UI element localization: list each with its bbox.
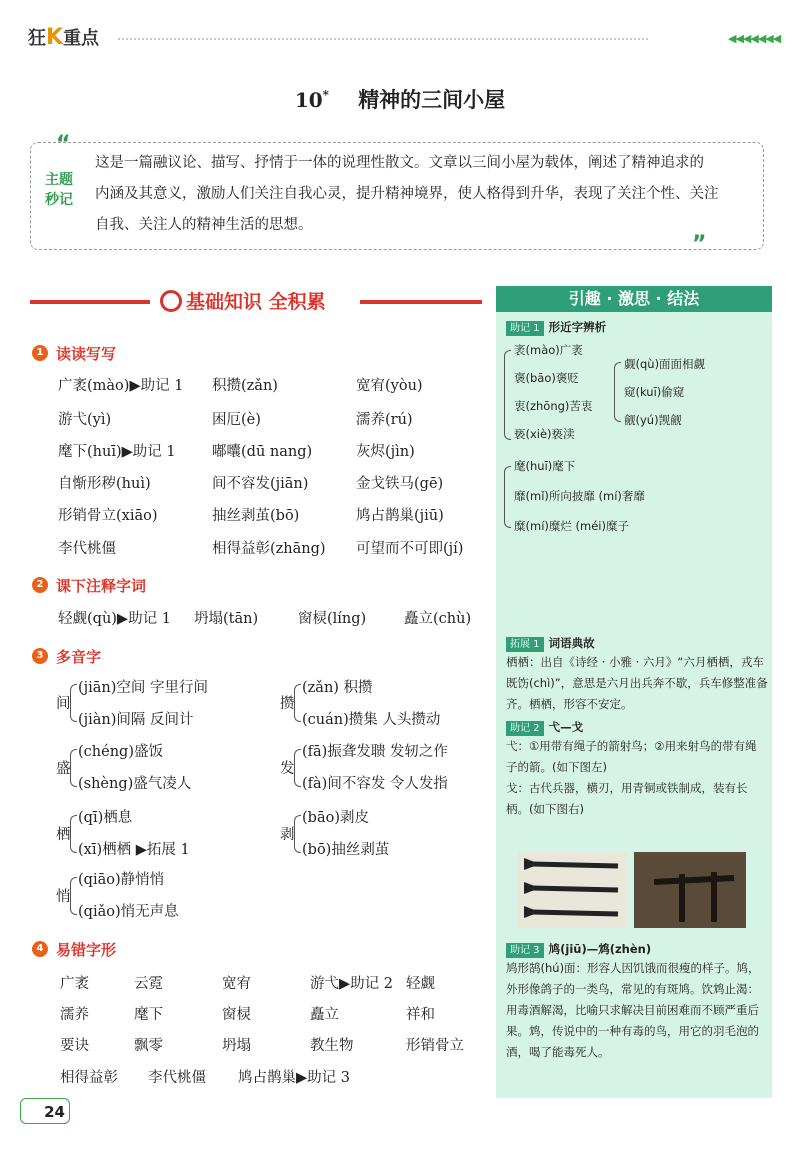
word-cell: 间不容发(jiān)	[212, 476, 309, 492]
word-cell: 抽丝剥茧(bō)	[212, 508, 300, 524]
word-cell: 教生物	[310, 1038, 354, 1054]
arrow-weapon-image	[518, 852, 628, 928]
dagger-axe-image	[634, 852, 746, 928]
sub1-badge: 1	[32, 345, 48, 361]
poly-reading: (jiān)空间 字里行间	[78, 680, 209, 696]
word-cell: 相得益彰	[60, 1070, 118, 1086]
note1-heading: 助记 1 形近字辨析	[506, 316, 606, 338]
word-cell: 轻觑(qù)▶助记 1	[58, 611, 171, 627]
poly-reading: (chéng)盛饭	[78, 744, 163, 760]
brace	[294, 749, 301, 787]
word-cell: 宽宥(yòu)	[356, 378, 423, 394]
poly-reading: (qī)栖息	[78, 810, 133, 826]
theme-text: 这是一篇融议论、描写、抒情于一体的说理性散文。文章以三间小屋为载体，阐述了精神追求的 内涵及其意义，激励人们关注自我心灵，提升精神境界，使人格得到升华，表现了关注个性、关注 自我、关注人的精神生活的思想。	[95, 155, 719, 233]
sub3-title: 多音字	[56, 648, 102, 666]
brace	[70, 749, 77, 787]
poly-char: 间	[56, 696, 71, 712]
word-cell: 鸠占鹊巢(jiū)	[356, 508, 444, 524]
char-item: 衷(zhōng)苦衷	[514, 399, 593, 413]
word-cell: 自惭形秽(huì)	[58, 476, 151, 492]
word-cell: 濡养	[60, 1007, 89, 1023]
word-cell: 灰烬(jìn)	[356, 444, 415, 460]
poly-char: 悄	[56, 889, 71, 905]
char-item: 褒(bāo)褒贬	[514, 371, 579, 385]
poly-reading: (bāo)剥皮	[302, 810, 369, 826]
header-divider	[118, 38, 648, 40]
sub4-badge: 4	[32, 941, 48, 957]
word-cell: 鸠占鹊巢▶助记 3	[238, 1070, 350, 1086]
poly-reading: (xī)栖栖 ▶拓展 1	[78, 842, 190, 858]
poly-char: 攒	[280, 696, 295, 712]
poly-reading: (shèng)盛气凌人	[78, 776, 192, 792]
char-item: 觎(yú)觊觎	[624, 413, 682, 427]
word-cell: 积攒(zǎn)	[212, 378, 278, 394]
word-cell: 云霓	[134, 976, 163, 992]
poly-reading: (fā)振聋发聩 发轫之作	[302, 744, 448, 760]
word-cell: 麾下(huī)▶助记 1	[58, 444, 176, 460]
char-item: 觑(qù)面面相觑	[624, 357, 706, 371]
word-cell: 李代桃僵	[58, 541, 116, 557]
sub2-badge: 2	[32, 577, 48, 593]
poly-reading: (cuán)攒集 人头攒动	[302, 712, 441, 728]
brace	[294, 684, 301, 722]
word-cell: 广袤(mào)▶助记 1	[58, 378, 184, 394]
word-cell: 广袤	[60, 976, 89, 992]
word-cell: 窗棂	[222, 1007, 251, 1023]
brace	[70, 684, 77, 722]
word-cell: 宽宥	[222, 976, 251, 992]
word-cell: 要诀	[60, 1038, 89, 1054]
ext1-text: 栖栖：出自《诗经 · 小雅 · 六月》“六月栖栖，戎车既饬(chì)”，意思是六月出兵奔不歇，兵车修整准备齐。栖栖，形容不安定。	[506, 655, 768, 711]
word-cell: 矗立	[310, 1007, 339, 1023]
note2-heading: 助记 2 弋—戈	[506, 716, 583, 738]
brace	[614, 362, 621, 422]
word-cell: 坍塌(tān)	[194, 611, 259, 627]
word-cell: 可望而不可即(jí)	[356, 541, 464, 557]
poly-char: 剥	[280, 827, 295, 843]
quote-mark-close: ”	[692, 232, 707, 257]
header-arrows: ◀◀◀◀◀◀◀	[728, 32, 781, 45]
word-cell: 嘟囔(dū nang)	[212, 444, 313, 460]
poly-char: 栖	[56, 827, 71, 843]
word-cell: 祥和	[406, 1007, 435, 1023]
note3-text: 鸠形鹄(hú)面：形容人因饥饿而很瘦的样子。鸠，外形像鸽子的一类鸟，常见的有斑鸠。饮鸩止渴：用毒酒解渴，比喻只求解决目前困难而不顾严重后果。鸩，传说中的一种有毒的鸟，用它的羽毛泡的酒，喝了能毒死人。	[506, 961, 760, 1059]
page-number: 24	[20, 1098, 70, 1124]
brace	[504, 466, 511, 528]
brace	[70, 877, 77, 915]
word-cell: 飘零	[134, 1038, 163, 1054]
char-item: 窥(kuī)偷窥	[624, 385, 685, 399]
sub4-title: 易错字形	[56, 941, 117, 959]
word-cell: 游弋(yì)	[58, 412, 112, 428]
char-item: 麾(huī)麾下	[514, 459, 576, 473]
word-cell: 金戈铁马(gē)	[356, 476, 444, 492]
spiral-icon	[160, 290, 182, 312]
word-cell: 矗立(chù)	[404, 611, 472, 627]
note2-text1: 弋：①用带有绳子的箭射鸟；②用来射鸟的带有绳子的箭。(如下图左)	[506, 739, 757, 774]
brace	[504, 350, 511, 440]
word-cell: 坍塌	[222, 1038, 251, 1054]
poly-reading: (jiàn)间隔 反间计	[78, 712, 194, 728]
brace	[294, 815, 301, 853]
char-item: 亵(xiè)亵渎	[514, 427, 575, 441]
sub1-title: 读读写写	[56, 345, 117, 363]
word-cell: 困厄(è)	[212, 412, 261, 428]
note3-heading: 助记 3 鸠(jiū)—鸩(zhèn)	[506, 938, 651, 960]
char-item: 糜(mí)糜烂 (méi)糜子	[514, 519, 629, 533]
sub2-title: 课下注释字词	[56, 577, 147, 595]
quote-mark-open: “	[56, 132, 71, 157]
page-title: 10* 精神的三间小屋	[294, 87, 506, 112]
sub3-badge: 3	[32, 648, 48, 664]
word-cell: 形销骨立(xiāo)	[58, 508, 158, 524]
section-title: 基础知识 全积累	[186, 291, 326, 313]
word-cell: 窗棂(líng)	[298, 611, 367, 627]
brand-logo: 狂K重点	[28, 25, 100, 50]
word-cell: 濡养(rú)	[356, 412, 413, 428]
word-cell: 轻觑	[406, 976, 435, 992]
word-cell: 相得益彰(zhāng)	[212, 541, 326, 557]
poly-reading: (zǎn) 积攒	[302, 680, 373, 696]
word-cell: 形销骨立	[406, 1038, 464, 1054]
theme-label: 主题 秒记	[45, 172, 73, 208]
poly-reading: (qiāo)静悄悄	[78, 872, 165, 888]
brace	[70, 815, 77, 853]
char-item: 袤(mào)广袤	[514, 343, 583, 357]
poly-reading: (fà)间不容发 令人发指	[302, 776, 448, 792]
ext1-heading: 拓展 1 词语典故	[506, 632, 595, 654]
poly-reading: (qiǎo)悄无声息	[78, 904, 179, 920]
poly-char: 盛	[56, 761, 71, 777]
word-cell: 李代桃僵	[148, 1070, 206, 1086]
poly-reading: (bō)抽丝剥茧	[302, 842, 390, 858]
word-cell: 游弋▶助记 2	[310, 976, 393, 992]
word-cell: 麾下	[134, 1007, 163, 1023]
poly-char: 发	[280, 761, 295, 777]
right-panel-header: 引趣 · 激思 · 结法	[496, 286, 772, 312]
note2-text2: 戈：古代兵器，横刃，用青铜或铁制成，装有长柄。(如下图右)	[506, 781, 748, 816]
char-item: 靡(mǐ)所向披靡 (mí)奢靡	[514, 489, 645, 503]
